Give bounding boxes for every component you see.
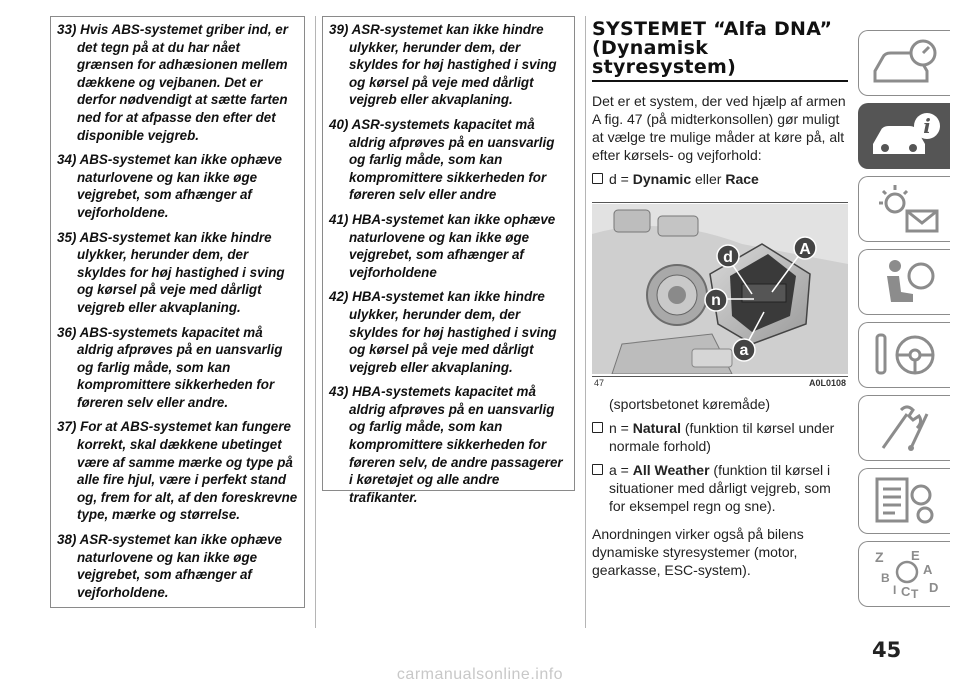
bullet-all-weather: a = All Weather (funktion til kørsel i situationer med dårligt vejgreb, som for eksempel regn og sne). — [592, 461, 848, 515]
airbag-seat-icon — [867, 254, 947, 310]
tab-safety[interactable] — [858, 249, 950, 315]
svg-text:T: T — [911, 587, 919, 601]
tab-starting-driving[interactable] — [858, 322, 950, 388]
warning-item-41: 41) HBA-systemet kan ikke ophæve naturlovene og kan ikke øge vejgrebet, som afhænger af vejforholdene — [329, 211, 556, 280]
svg-text:Z: Z — [875, 549, 884, 565]
svg-text:C: C — [901, 584, 911, 599]
svg-text:E: E — [911, 548, 920, 563]
figure-dna-selector — [592, 202, 848, 387]
section-title: SYSTEMET “Alfa DNA” (Dynamisk styresystem) — [592, 20, 848, 82]
car-gauge-icon — [867, 35, 947, 91]
intro-paragraph: Det er et system, der ved hjælp af armen A fig. 47 (på midterkonsollen) gør muligt at vælge tre mulige måder at køre på, alt efter kørsels- og vejforhold: — [592, 93, 846, 163]
figure-label-a: a — [739, 342, 749, 359]
checkbox-bullet-icon — [592, 464, 603, 475]
svg-text:I: I — [893, 583, 897, 597]
dna-switch-photo — [592, 204, 848, 374]
page-number: 45 — [872, 638, 902, 662]
tab-dashboard[interactable] — [858, 30, 950, 96]
steering-wheel-icon — [867, 327, 947, 383]
outro-paragraph: Anordningen virker også på bilens dynamiske styresystemer (motor, gearkasse, ESC-system). — [592, 526, 804, 578]
bullet-dynamic: d = Dynamic eller Race — [592, 170, 848, 188]
race-note: (sportsbetonet køremåde) — [609, 396, 771, 412]
column-divider — [585, 16, 586, 628]
tab-maintenance[interactable] — [858, 468, 950, 534]
watermark: carmanualsonline.info — [396, 666, 564, 683]
warning-item-43: 43) HBA-systemets kapacitet må aldrig afprøves på en uansvarlig og farlig måde, som kan kompromittere sikkerheden for føreren selv, de andre passagerer i køretøjet og alle andre trafikanter. — [329, 384, 563, 505]
warning-item-36: 36) ABS-systemets kapacitet må aldrig afprøves på en uansvarlig og farlig måde, som kan kompromittere sikkerheden for føreren selv eller andre. — [57, 324, 283, 410]
figure-number: 47 — [594, 378, 605, 388]
warning-item-37: 37) For at ABS-systemet kan fungere korrekt, skal dækkene ubetinget være af samme mærke og type på alle fire hjul, være i perfekt stand og, frem for alt, af den foreskrevne type, mærke og størrelse. — [57, 419, 298, 523]
warning-light-icon — [867, 181, 947, 237]
warning-item-35: 35) ABS-systemet kan ikke hindre ulykker, herunder dem, der skyldes for høj hastighed i sving og kørsel på veje med dårligt vejgreb eller akvaplaning. — [57, 229, 285, 315]
svg-text:A: A — [923, 562, 933, 577]
warning-item-39: 39) ASR-systemet kan ikke hindre ulykker, herunder dem, der skyldes for høj hastighed i sving og kørsel på veje med dårligt vejgreb eller akvaplaning. — [329, 22, 557, 108]
figure-label-n: n — [711, 292, 721, 309]
tab-warning-lights[interactable] — [858, 176, 950, 242]
tab-vehicle-info[interactable] — [858, 103, 950, 169]
svg-text:B: B — [881, 571, 890, 585]
warning-item-42: 42) HBA-systemet kan ikke hindre ulykker, herunder dem, der skyldes for høj hastighed i sving og kørsel på veje med dårligt vejgreb eller akvaplaning. — [329, 289, 557, 375]
car-info-icon — [867, 108, 947, 164]
bullet-natural: n = Natural (funktion til kørsel under normale forhold) — [592, 419, 848, 455]
checkbox-bullet-icon — [592, 173, 603, 184]
figure-label-A: A — [799, 241, 811, 258]
checkbox-bullet-icon — [592, 422, 603, 433]
warning-item-38: 38) ASR-systemet kan ikke ophæve naturlovene og kan ikke øge vejgrebet, som afhænger af vejforholdene. — [57, 532, 283, 600]
tab-index[interactable] — [858, 541, 950, 607]
index-letters-icon — [867, 546, 947, 602]
warning-box-left — [50, 16, 305, 608]
right-column — [592, 20, 848, 579]
warning-item-40: 40) ASR-systemets kapacitet må aldrig afprøves på en uansvarlig og farlig måde, som kan kompromittere sikkerheden for føreren selv eller andre — [329, 116, 555, 203]
specs-gear-icon — [867, 473, 947, 529]
tab-emergency[interactable] — [858, 395, 950, 461]
warning-box-middle — [322, 16, 575, 505]
chapter-tabs — [858, 30, 954, 614]
warning-item-33: 33) Hvis ABS-systemet griber ind, er det tegn på at du har nået grænsen for adhæsionen mellem dækkene og vejbanen. Det er derfor nødvendigt at sætte farten ned for at afpasse den efter det disponible vejgreb. — [57, 22, 288, 143]
figure-code: A0L0108 — [808, 378, 846, 388]
svg-text:D: D — [929, 580, 939, 595]
column-divider — [315, 16, 316, 628]
warning-item-34: 34) ABS-systemet kan ikke ophæve naturlovene og kan ikke øge vejgrebet, som afhænger af vejforholdene. — [57, 152, 283, 220]
svg-text:i: i — [923, 114, 931, 138]
wrench-tools-icon — [867, 400, 947, 456]
figure-label-d: d — [723, 249, 733, 266]
